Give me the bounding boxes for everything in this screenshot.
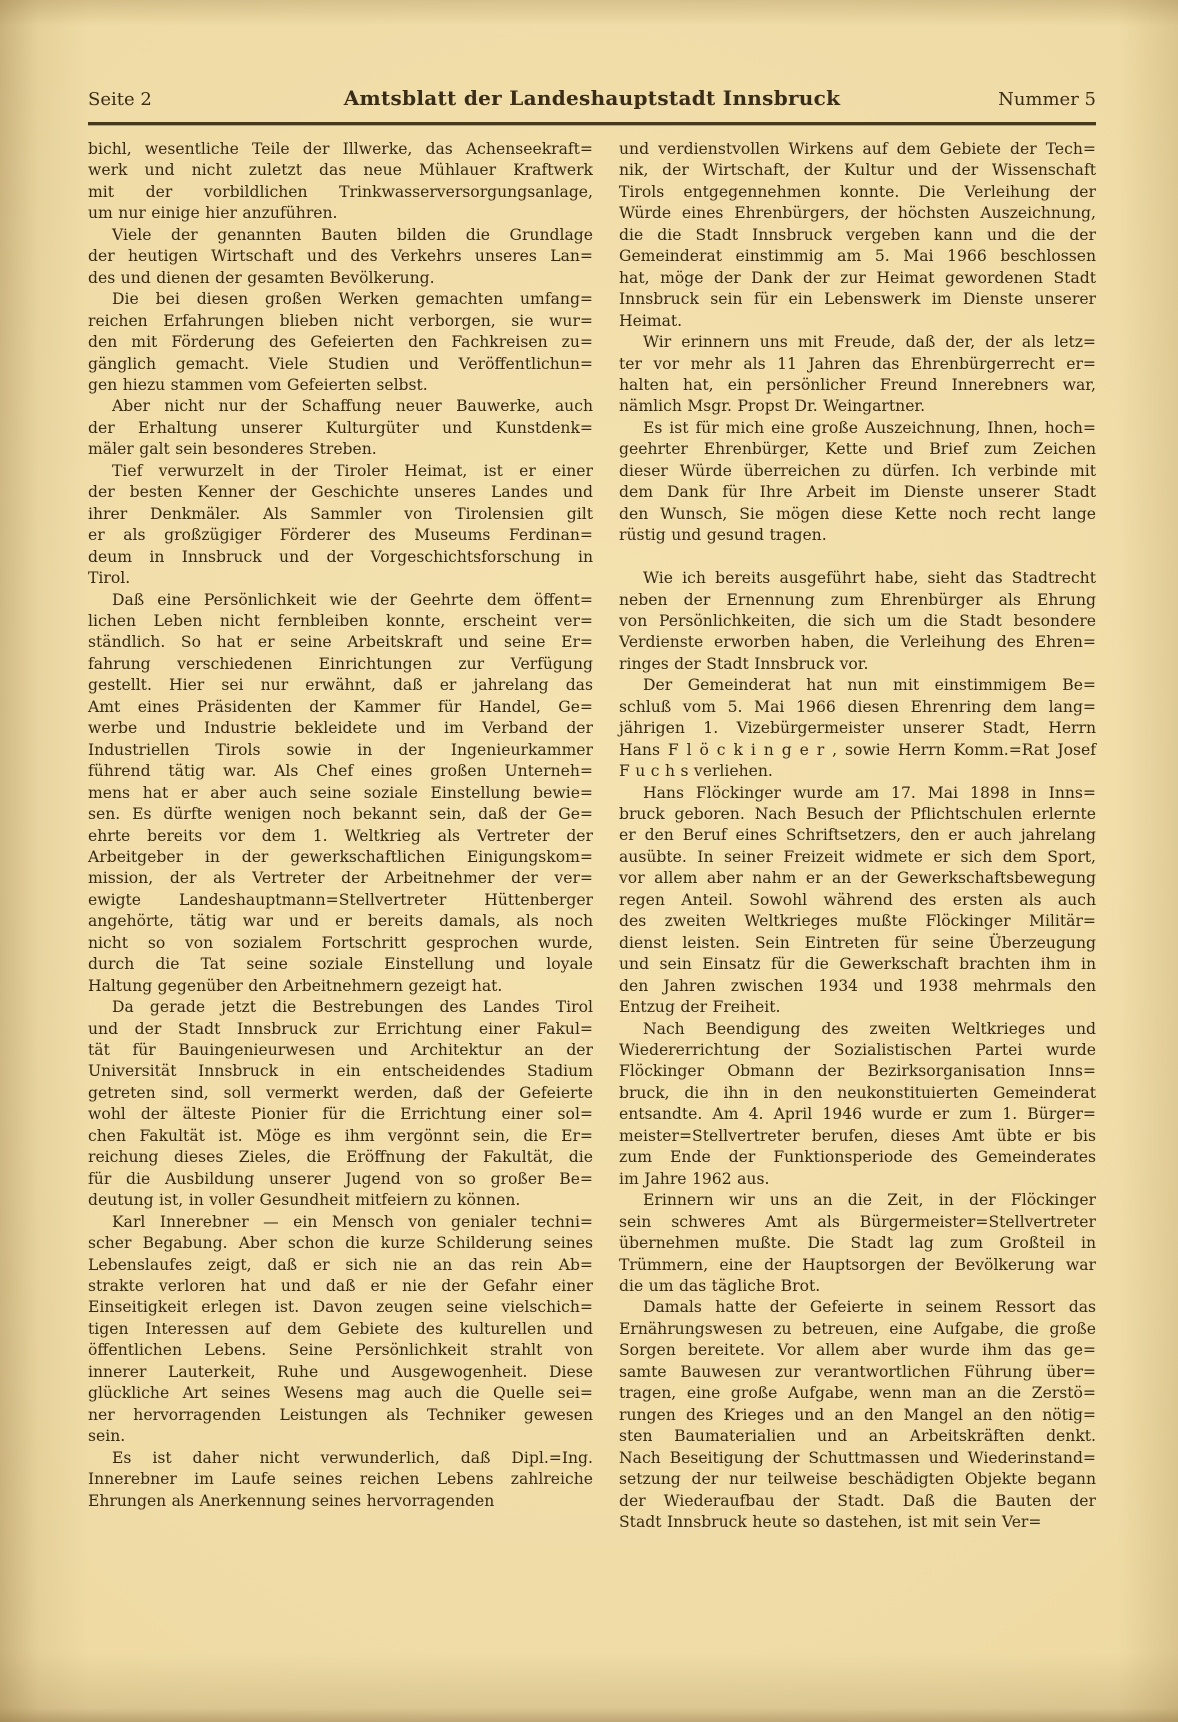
text-line: ner hervorragenden Leistungen als Techniker gewesen (88, 1405, 593, 1424)
text-line: reichung dieses Zieles, die Eröffnung der Fakultät, die (88, 1148, 593, 1167)
text-line: Haltung gegenüber den Arbeitnehmern gezeigt hat. (88, 976, 503, 995)
text-line: übernehmen mußte. Die Stadt lag zum Großteil in (619, 1234, 1096, 1253)
text-line: getreten sind, soll vermerkt werden, daß der Gefeierte (88, 1083, 593, 1102)
text-line: angehörte, tätig war und er bereits damals, als noch (88, 912, 593, 931)
header-issue-number: Nummer 5 (998, 89, 1096, 110)
paragraph (88, 590, 593, 998)
text-line: rüstig und gesund tragen. (619, 526, 827, 545)
text-line: zum Ende der Funktionsperiode des Gemeinderates (619, 1148, 1096, 1167)
text-line: Da gerade jetzt die Bestrebungen des Landes Tirol (112, 998, 593, 1017)
text-line: chen Fakultät ist. Möge es ihm vergönnt sein, die Er= (88, 1126, 593, 1145)
text-line: er den Beruf eines Schriftsetzers, den er auch jahrelang (619, 826, 1096, 845)
text-line: Heimat. (619, 311, 683, 330)
text-line: sein. (88, 1427, 126, 1446)
text-line: Amt eines Präsidenten der Kammer für Handel, Ge= (88, 697, 593, 716)
text-line: nik, der Wirtschaft, der Kultur und der Wissenschaft (619, 161, 1096, 180)
text-line: Damals hatte der Gefeierte in seinem Ressort das (643, 1298, 1096, 1317)
text-line: mäler galt sein besonderes Streben. (88, 440, 377, 459)
text-line: bruck, die ihn in den neukonstituierten Gemeinderat (619, 1083, 1096, 1102)
header-title: Amtsblatt der Landeshauptstadt Innsbruck (343, 86, 841, 110)
text-line: jährigen 1. Vizebürgermeister unserer Stadt, Herrn (619, 719, 1096, 738)
text-line: der Wiederaufbau der Stadt. Daß die Bauten der (619, 1491, 1096, 1510)
text-line: der Erhaltung unserer Kulturgüter und Kunstdenk= (88, 418, 593, 437)
text-line: setzung der nur teilweise beschädigten Objekte begann (619, 1470, 1096, 1489)
text-line: glückliche Art seines Wesens mag auch die Quelle sei= (88, 1384, 593, 1403)
text-line: dieser Würde überreichen zu dürfen. Ich verbinde mit (619, 461, 1096, 480)
paragraph (619, 1297, 1096, 1533)
paragraph (88, 1212, 593, 1448)
text-line: öffentlichen Lebens. Seine Persönlichkeit strahlt von (88, 1341, 593, 1360)
text-line: meister=Stellvertreter berufen, dieses Amt übte er bis (619, 1126, 1096, 1145)
text-line: Der Gemeinderat hat nun mit einstimmigem Be= (643, 676, 1096, 695)
paragraph (619, 1190, 1096, 1297)
text-line: Nach Beendigung des zweiten Weltkrieges und (643, 1019, 1096, 1038)
text-line: Stadt Innsbruck heute so dastehen, ist mit sein Ver= (619, 1512, 1042, 1531)
text-line: Ehrungen als Anerkennung seines hervorragenden (88, 1491, 495, 1510)
text-line: samte Bauwesen zur verantwortlichen Führung über= (619, 1362, 1096, 1381)
text-line: Arbeitgeber in der gewerkschaftlichen Einigungskom= (88, 847, 593, 866)
text-line: F u c h s verliehen. (619, 762, 773, 781)
text-line: Wie ich bereits ausgeführt habe, sieht das Stadtrecht (643, 569, 1096, 588)
text-line: und verdienstvollen Wirkens auf dem Gebiete der Tech= (619, 140, 1096, 158)
text-line: den Wunsch, Sie mögen diese Kette noch recht lange (619, 504, 1096, 523)
text-line: Entzug der Freiheit. (619, 998, 781, 1017)
text-line: nämlich Msgr. Propst Dr. Weingartner. (619, 397, 926, 416)
text-line: mit der vorbildlichen Trinkwasserversorgungsanlage, (88, 182, 593, 201)
header-page-number: Seite 2 (88, 89, 152, 110)
text-line: Einseitigkeit erlegen ist. Davon zeugen seine vielschich= (88, 1298, 593, 1317)
text-line: Tirol. (88, 569, 131, 588)
header-rule (88, 122, 1096, 125)
text-line: der besten Kenner der Geschichte unseres Landes und (88, 483, 593, 502)
text-line: geehrter Ehrenbürger, Kette und Brief zum Zeichen (619, 440, 1096, 459)
text-line: Nach Beseitigung der Schuttmassen und Wiederinstand= (619, 1448, 1096, 1467)
text-line: Ernährungswesen zu betreuen, eine Aufgabe, die große (619, 1319, 1096, 1338)
text-line: Es ist daher nicht verwunderlich, daß Dipl.=Ing. (112, 1448, 593, 1467)
text-line: Die bei diesen großen Werken gemachten umfang= (112, 290, 593, 309)
text-line: entsandte. Am 4. April 1946 wurde er zum 1. Bürger= (619, 1105, 1096, 1124)
text-line: des und dienen der gesamten Bevölkerung. (88, 268, 435, 287)
text-line: strakte verloren hat und daß er nie der Gefahr einer (88, 1277, 593, 1296)
paragraph (88, 396, 593, 460)
text-line: Universität Innsbruck in ein entscheidendes Stadium (88, 1062, 593, 1081)
text-line: werk und nicht zuletzt das neue Mühlauer Kraftwerk (88, 161, 593, 180)
text-line: ter vor mehr als 11 Jahren das Ehrenbürgerrecht er= (619, 354, 1096, 373)
text-line: gen hiezu stammen vom Gefeierten selbst. (88, 375, 428, 394)
text-line: Erinnern wir uns an die Zeit, in der Flöckinger (643, 1191, 1096, 1210)
text-line: Verdienste erworben haben, die Verleihung des Ehren= (619, 633, 1096, 652)
text-line: Tief verwurzelt in der Tiroler Heimat, ist er einer (112, 461, 593, 480)
text-line: scher Begabung. Aber schon die kurze Schilderung seines (88, 1234, 593, 1253)
text-line: Hans Flöckinger wurde am 17. Mai 1898 in Inns= (643, 783, 1096, 802)
text-line: Würde eines Ehrenbürgers, der höchsten Auszeichnung, (619, 204, 1096, 223)
text-line: den Jahren zwischen 1934 und 1938 mehrmals den (619, 976, 1096, 995)
text-line: dem Dank für Ihre Arbeit im Dienste unserer Stadt (619, 483, 1096, 502)
text-line: deum in Innsbruck und der Vorgeschichtsforschung in (88, 547, 593, 566)
paragraph (619, 418, 1096, 547)
text-line: reichen Erfahrungen blieben nicht verborgen, sie wur= (88, 311, 593, 330)
text-line: innerer Lauterkeit, Ruhe und Ausgewogenheit. Diese (88, 1362, 593, 1381)
text-line: hat, möge der Dank der zur Heimat gewordenen Stadt (619, 268, 1096, 287)
text-line: Viele der genannten Bauten bilden die Grundlage (112, 225, 593, 244)
text-line: ehrte bereits vor dem 1. Weltkrieg als Vertreter der (88, 826, 593, 845)
text-line: Tirols entgegennehmen konnte. Die Verleihung der (619, 182, 1096, 201)
text-line: ausübte. In seiner Freizeit widmete er sich dem Sport, (619, 847, 1096, 866)
text-line: um nur einige hier anzuführen. (88, 204, 338, 223)
page-content (88, 86, 1096, 1533)
paragraph (619, 332, 1096, 418)
text-line: Innsbruck sein für ein Lebenswerk im Dienste unserer (619, 290, 1096, 309)
text-line: rungen des Krieges und an den Mangel an den nötig= (619, 1405, 1096, 1424)
text-line: sten Baumaterialien und an Arbeitskräften denkt. (619, 1427, 1096, 1446)
text-line: regen Anteil. Sowohl während des ersten als auch (619, 890, 1096, 909)
text-line: bruck geboren. Nach Besuch der Pflichtschulen erlernte (619, 805, 1096, 824)
paragraph (88, 1448, 593, 1512)
text-line: er als großzügiger Förderer des Museums Ferdinan= (88, 526, 593, 545)
text-line: von Persönlichkeiten, die sich um die Stadt besondere (619, 611, 1096, 630)
text-line: schluß vom 5. Mai 1966 diesen Ehrenring dem lang= (619, 697, 1096, 716)
text-line: vor allem aber nahm er an der Gewerkschaftsbewegung (619, 869, 1096, 888)
column-left (88, 139, 593, 1533)
text-line: des zweiten Weltkrieges mußte Flöckinger Militär= (619, 912, 1096, 931)
text-line: gestellt. Hier sei nur erwähnt, daß er jahrelang das (88, 676, 593, 695)
text-line: halten hat, ein persönlicher Freund Innerebners war, (619, 375, 1096, 394)
text-line: wohl der älteste Pionier für die Errichtung einer sol= (88, 1105, 593, 1124)
text-line: ihrer Denkmäler. Als Sammler von Tirolensien gilt (88, 504, 593, 523)
text-line: Daß eine Persönlichkeit wie der Geehrte dem öffent= (112, 590, 593, 609)
text-line: Gemeinderat einstimmig am 5. Mai 1966 beschlossen (619, 247, 1096, 266)
text-line: bichl, wesentliche Teile der Illwerke, das Achenseekraft= (88, 140, 593, 158)
paragraph (619, 1019, 1096, 1191)
text-line: und sein Einsatz für die Gewerkschaft brachten ihm in (619, 955, 1096, 974)
text-line: tragen, eine große Aufgabe, wenn man an die Zerstö= (619, 1384, 1096, 1403)
text-line: Trümmern, eine der Hauptsorgen der Bevölkerung war (619, 1255, 1096, 1274)
text-line: sen. Es dürfte wenigen noch bekannt sein, daß der Ge= (88, 805, 593, 824)
text-line: mission, der als Vertreter der Arbeitnehmer der ver= (88, 869, 593, 888)
text-line: sein schweres Amt als Bürgermeister=Stellvertreter (619, 1212, 1096, 1231)
text-line: Wir erinnern uns mit Freude, daß der, der als letz= (643, 333, 1096, 352)
text-line: Wiedererrichtung der Sozialistischen Partei wurde (619, 1041, 1096, 1060)
paragraph (88, 225, 593, 289)
text-line: deutung ist, in voller Gesundheit mitfeiern zu können. (88, 1191, 521, 1210)
text-line: neben der Ernennung zum Ehrenbürger als Ehrung (619, 590, 1096, 609)
page-header (88, 86, 1096, 110)
text-line: Flöckinger Obmann der Bezirksorganisation Inns= (619, 1062, 1096, 1081)
text-line: durch die Tat seine soziale Einstellung und loyale (88, 955, 593, 974)
paragraph (88, 461, 593, 590)
paragraph (88, 997, 593, 1212)
text-line: gänglich gemacht. Viele Studien und Veröffentlichun= (88, 354, 593, 373)
paragraph (88, 139, 593, 225)
paragraph (619, 783, 1096, 1019)
text-line: Lebenslaufes zeigt, daß er sich nie an das rein Ab= (88, 1255, 593, 1274)
text-line: lichen Leben nicht fernbleiben konnte, erscheint ver= (88, 611, 593, 630)
column-right (619, 139, 1096, 1533)
text-line: mens hat er aber auch seine soziale Einstellung bewie= (88, 783, 593, 802)
text-line: tigen Interessen auf dem Gebiete des kulturellen und (88, 1319, 593, 1338)
text-line: Karl Innerebner — ein Mensch von genialer techni= (112, 1212, 593, 1231)
paragraph (619, 675, 1096, 782)
text-line: Es ist für mich eine große Auszeichnung, Ihnen, hoch= (643, 418, 1096, 437)
text-line: ringes der Stadt Innsbruck vor. (619, 654, 869, 673)
text-line: nicht so von sozialem Fortschritt gesprochen wurde, (88, 933, 593, 952)
text-line: die um das tägliche Brot. (619, 1277, 821, 1295)
text-line: Innerebner im Laufe seines reichen Lebens zahlreiche (88, 1470, 593, 1489)
text-line: Hans F l ö c k i n g e r , sowie Herrn Komm.=Rat Josef (619, 740, 1096, 759)
paragraph (619, 139, 1096, 332)
text-line: führend tätig war. Als Chef eines großen Unterneh= (88, 762, 593, 781)
text-line: den mit Förderung des Gefeierten den Fachkreisen zu= (88, 333, 593, 352)
content-columns (88, 139, 1096, 1533)
text-line: der heutigen Wirtschaft und des Verkehrs unseres Lan= (88, 247, 593, 266)
text-line: für die Ausbildung unserer Jugend von so großer Be= (88, 1169, 593, 1188)
paragraph (88, 289, 593, 396)
text-line: die die Stadt Innsbruck vergeben kann und die der (619, 225, 1096, 244)
text-line: Industriellen Tirols sowie in der Ingenieurkammer (88, 740, 593, 759)
text-line: und der Stadt Innsbruck zur Errichtung einer Fakul= (88, 1019, 593, 1038)
text-line: Sorgen bereitete. Vor allem aber wurde ihm das ge= (619, 1341, 1096, 1360)
text-line: fahrung verschiedenen Einrichtungen zur Verfügung (88, 654, 593, 673)
paragraph (619, 568, 1096, 675)
text-line: im Jahre 1962 aus. (619, 1169, 770, 1188)
text-line: ewigte Landeshauptmann=Stellvertreter Hüttenberger (88, 890, 593, 909)
text-line: Aber nicht nur der Schaffung neuer Bauwerke, auch (112, 397, 593, 416)
text-line: werbe und Industrie bekleidete und im Verband der (88, 719, 593, 738)
text-line: tät für Bauingenieurwesen und Architektur an der (88, 1041, 593, 1060)
text-line: ständlich. So hat er seine Arbeitskraft und seine Er= (88, 633, 593, 652)
text-line: dienst leisten. Sein Eintreten für seine Überzeugung (619, 933, 1096, 952)
